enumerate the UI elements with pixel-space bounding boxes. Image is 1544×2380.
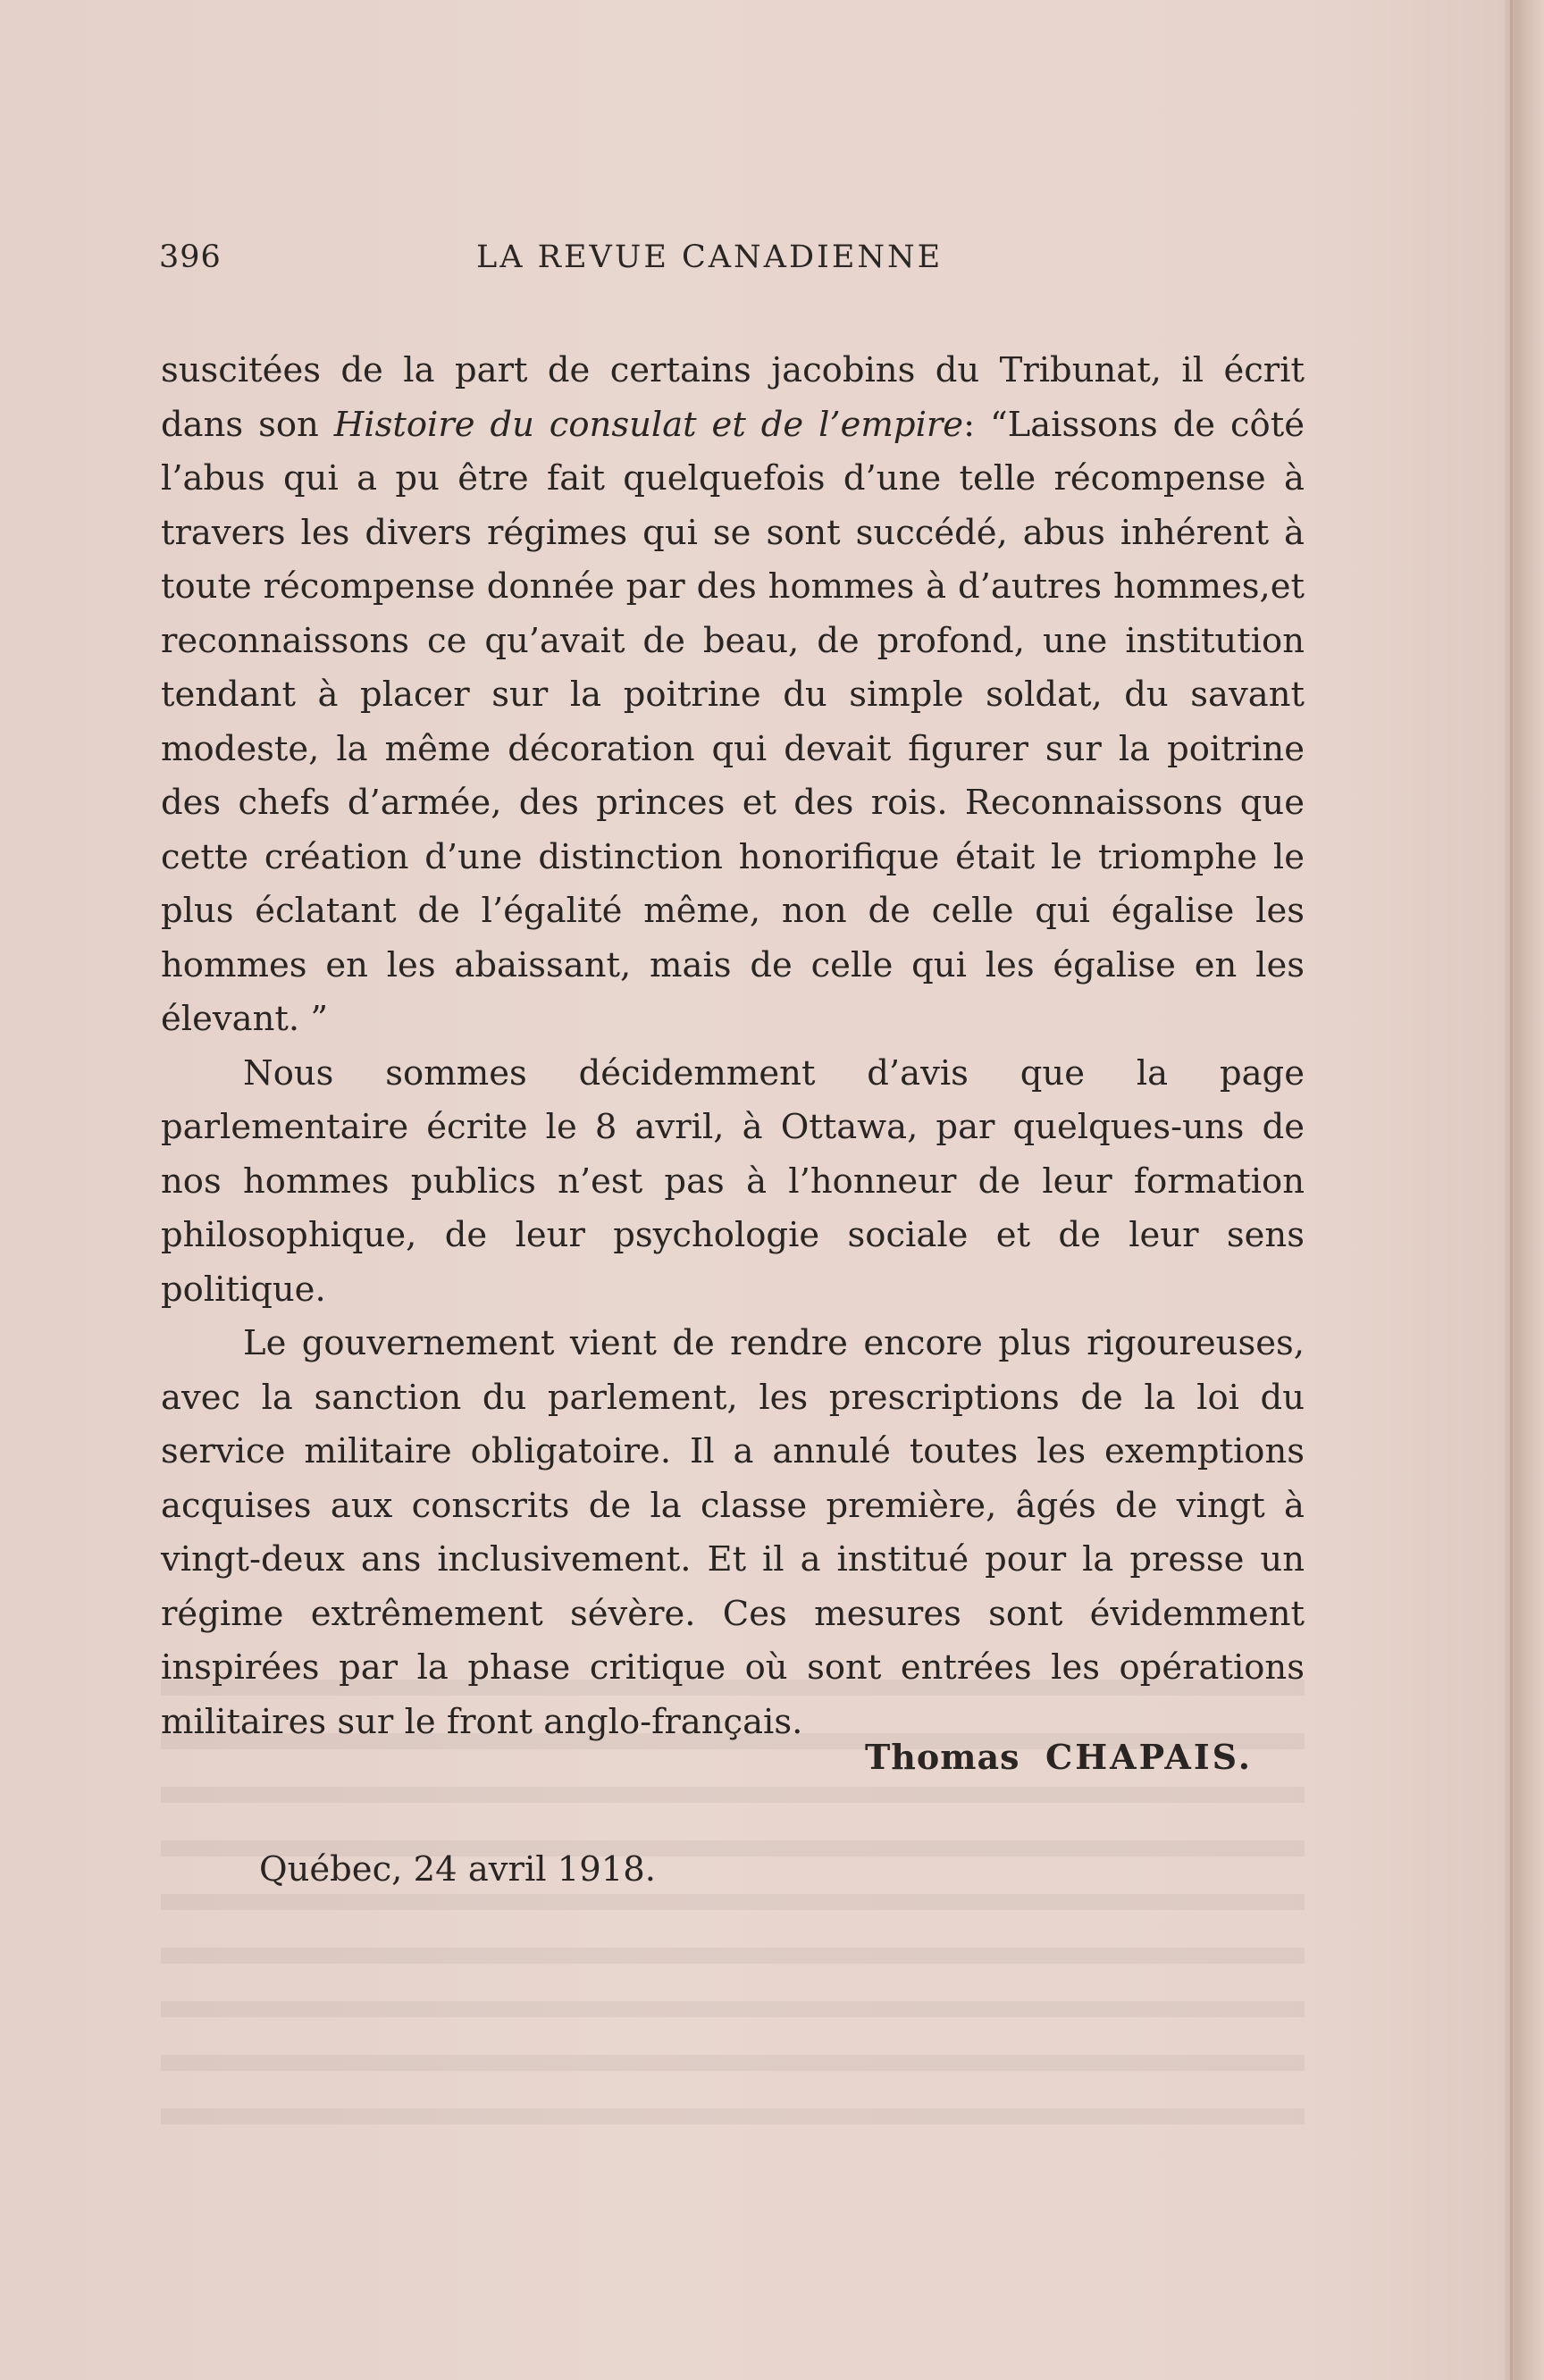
page-edge <box>1505 0 1544 2380</box>
page-number: 396 <box>159 239 222 275</box>
paragraph-parliament: Nous sommes décidemment d’avis que la page parlementaire écrite le 8 avril, à Ottawa, par quelques-uns de nos hommes publics n’est pas à l’honneur de leur formation philosophique, de leur psychologie sociale et de leur sens politique. <box>161 1052 1305 1310</box>
paragraph-quote-text: : “Laissons de côté l’abus qui a pu être fait quelquefois d’une telle récompense à travers les divers régimes qui se sont succédé, abus inhérent à toute récompense donnée par des hommes à d’autres hommes,et reconnaissons ce qu’avait de beau, de profond, une institution tendant à placer sur la poitrine du simple soldat, du savant modeste, la même décoration qui devait figurer sur la poitrine des chefs d’armée, des princes et des rois. Reconnaissons que cette création d’une distinction honorifique était le triomphe le plus éclatant de l’égalité même, non de celle qui égalise les hommes en les abaissant, mais de celle qui les égalise en les élevant. ” <box>161 404 1305 1039</box>
paragraph-government: Le gouvernement vient de rendre encore plus rigoureuses, avec la sanction du parlement, les prescriptions de la loi du service militaire obligatoire. Il a annulé toutes les exemptions acquises aux conscrits de la classe première, âgés de vingt à vingt-deux ans inclusivement. Et il a institué pour la presse un régime extrêmement sévère. Ces mesures sont évidemment inspirées par la phase critique où sont entrées les opérations militaires sur le front anglo-français. <box>161 1323 1305 1742</box>
author-surname: CHAPAIS. <box>1045 1737 1253 1777</box>
article-body <box>161 344 1305 1749</box>
paragraph-quote-lead: suscitées de la part de certains jacobins du Tribunat, il écrit dans son <box>161 350 1305 445</box>
place-and-date: Québec, 24 avril 1918. <box>259 1849 657 1890</box>
book-title: Histoire du consulat et de l’empire <box>333 404 964 445</box>
author-signature <box>865 1737 1253 1777</box>
author-first-name: Thomas <box>865 1737 1020 1777</box>
page-header <box>159 239 1312 284</box>
paragraph-quote <box>161 344 1305 1047</box>
running-title: LA REVUE CANADIENNE <box>476 239 944 275</box>
